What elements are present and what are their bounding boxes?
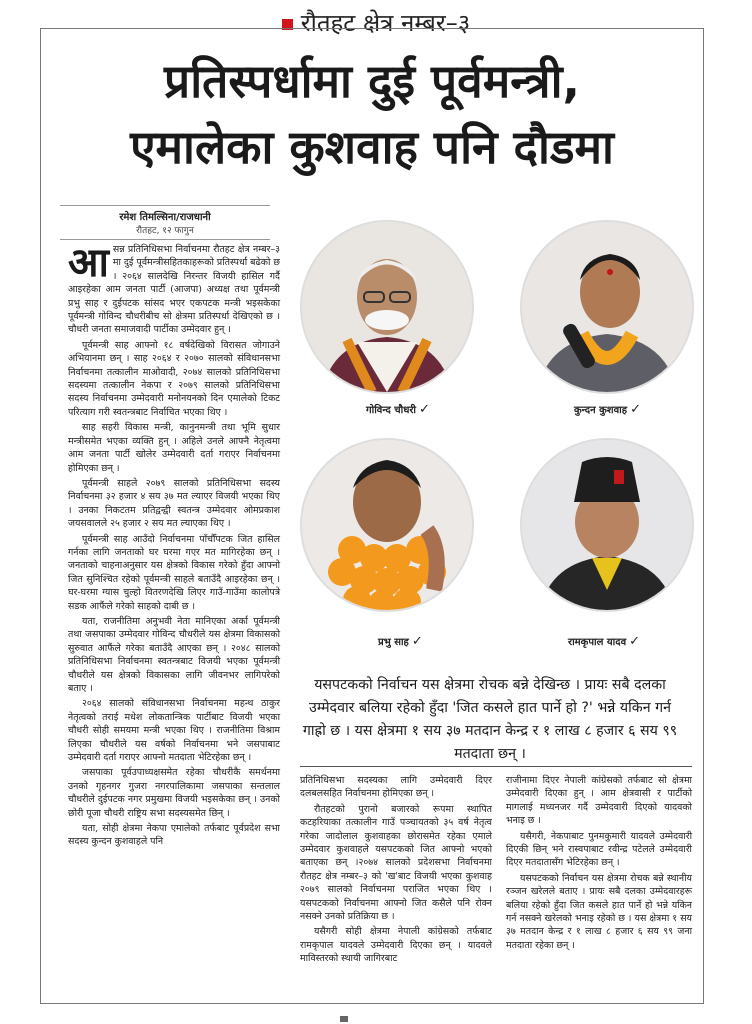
paragraph: प्रतिनिधिसभा सदस्यका लागि उम्मेदवारी दिएर दलबलसहित निर्वाचनमा होमिएका छन् । <box>300 775 492 800</box>
headline-line-2: एमालेका कुशवाह पनि दौडमा <box>130 120 614 174</box>
paragraph: पूर्वमन्त्री साह आउँदो निर्वाचनमा पाँचौँपटक जित हासिल गर्नका लागि जनताको घर घरमा गएर मत मागिरहेका छन् । जनताको चाहनाअनुसार यस क्षेत्रको विकास गरेको हुँदा आफ्नो जित सुनिश्चित रहेको पूर्वमन्त्री साहले बताउँदै आइरहेका छन् । घर-घरमा ग्यास चुल्हो वितरणदेखि लिएर गाउँ-गाउँमा कालोपत्रे सडक आफैंले गरेको साहको दाबी छ । <box>68 533 280 612</box>
caption-prabhu <box>378 634 423 649</box>
paragraph: राजीनामा दिएर नेपाली कांग्रेसको तर्फबाट सो क्षेत्रमा उम्मेदवारी दिएका हुन् । आम क्षेत्रवासी र पार्टीको मागलाई मध्यनजर गर्दै उम्मेदवारी दिएको यादवको भनाइ छ । <box>506 775 692 827</box>
paragraph: पूर्वमन्त्री साहले २०७९ सालको प्रतिनिधिसभा सदस्य निर्वाचनमा ३२ हजार ४ सय ३७ मत ल्याएर विजयी भएका थिए । उनका निकटतम प्रतिद्वन्द्वी स्वतन्त्र उम्मेदवार ओमप्रकाश जयसवालले २५ हजार २ सय मत ल्याएका थिए । <box>68 477 280 530</box>
paragraph: पूर्वमन्त्री साह आफ्नो १८ वर्षदेखिको विरासत जोगाउने अभियानमा छन् । साह २०६४ र २०७० सालको संविधानसभा निर्वाचनमा तत्कालीन माओवादी, २०७४ सालको प्रतिनिधिसभा सदस्यमा तत्कालीन नेकपा र २०७९ सालको प्रतिनिधिसभा सदस्य निर्वाचनमा उम्मेदवारी मनोनयनको दिन एमालेको टिकट परित्याग गरी स्वतन्त्रबाट निर्वाचित भएका थिए । <box>68 339 280 418</box>
check-icon: ✓ <box>411 634 423 649</box>
page-edge-mark <box>340 1016 348 1022</box>
headline-line-1: प्रतिस्पर्धामा दुई पूर्वमन्त्री, <box>164 54 580 108</box>
paragraph: जसपाका पूर्वउपाध्यक्षसमेत रहेका चौधरीकै समर्थनमा उनको गृहनगर गुजरा नगरपालिकामा जसपाका सन्तलाल चौधरीले दुईपटक नगर प्रमुखमा विजयी भइसकेका छन् । उनको छोरी पूजा चौधरी राष्ट्रिय सभा सदस्यसमेत छिन् । <box>68 767 280 819</box>
check-icon: ✓ <box>629 634 641 649</box>
check-icon: ✓ <box>419 402 430 417</box>
paragraph: यसैगरी सोही क्षेत्रमा नेपाली कांग्रेसको तर्फबाट रामकृपाल यादवले उम्मेदवारी दिएका छन् । यादवले माविस्तरको स्थायी जागिरबाट <box>300 926 492 965</box>
caption-kundan <box>574 402 641 417</box>
article-column-3 <box>506 774 692 954</box>
paragraph: यसैगरी, नेकपाबाट पुनमकुमारी यादवले उम्मेदवारी दिएकी छिन् भने रास्वपाबाट रवीन्द्र पटेलले उम्मेदवारी दिएर मतदातासँग भेटिरहेका छन् । <box>506 830 692 869</box>
byline-author: रमेश तिमल्सिना/राजधानी <box>119 212 211 223</box>
lead-text: सन्न प्रतिनिधिसभा निर्वाचनमा रौतहट क्षेत्र नम्बर–३ मा दुई पूर्वमन्त्रीसहितकाहरूको प्रतिस्पर्धा बढेको छ । २०६४ सालदेखि निरन्तर विजयी हासिल गर्दै आइरहेका आम जनता पार्टी (आजपा) अध्यक्ष तथा पूर्वमन्त्री प्रभु साह र दुईपटक सांसद भएर एकपटक मन्त्री भइसकेका पूर्वमन्त्री गोविन्द चौधरीबीच सो क्षेत्रमा प्रतिस्पर्धा देखिएको छ । चौधरी जनता समाजवादी पार्टीका उम्मेदवार हुन् । <box>68 244 280 336</box>
portrait-elderly-man-icon <box>302 222 472 392</box>
caption-text: गोविन्द चौधरी <box>366 405 417 416</box>
paragraph: यता, राजनीतिमा अनुभवी नेता मानिएका अर्का पूर्वमन्त्री तथा जसपाका उम्मेदवार गोविन्द चौधरीले यस क्षेत्रमा विकासको सुरुवात आफैंले गरेका बताउँदै आएका छन् । २०४८ सालको प्रतिनिधिसभा निर्वाचनमा स्वतन्त्रबाट विजयी भएका पूर्वमन्त्री चौधरीले यस क्षेत्रको विकासका लागि जीवनभर लागिपरेको बताए । <box>68 615 280 694</box>
article-column-1 <box>68 240 280 851</box>
byline-date: रौतहट, १२ फागुन <box>136 226 194 236</box>
paragraph: यसपटकको निर्वाचन यस क्षेत्रमा रोचक बन्ने स्थानीय रञ्जन खरेलले बताए । प्रायः सबै दलका उम्मेदवारहरू बलिया रहेको हुँदा जित कसले हात पार्ने हो भन्ने यकिन गर्न नसक्ने खरेलको भनाइ रहेको छ । यस क्षेत्रमा १ सय ३७ मतदान केन्द्र र १ लाख ८ हजार ६ सय ९९ जना मतदाता रहेका छन् । <box>506 872 692 951</box>
caption-text: प्रभु साह <box>378 637 409 648</box>
portrait-man-cap-icon <box>522 440 692 610</box>
portrait-man-microphone-icon <box>522 222 692 392</box>
drop-cap: आ <box>68 240 109 286</box>
caption-text: रामकृपाल यादव <box>568 637 627 648</box>
paragraph: २०६४ सालको संविधानसभा निर्वाचनमा महन्थ ठाकुर नेतृत्वको तराई मधेश लोकतान्त्रिक पार्टीबाट विजयी भएका चौधरी सोही समयमा मन्त्री भएका थिए । राजनीतिमा विश्राम लिएका चौधरीले यस वर्षको निर्वाचनमा भने जसपाबाट उम्मेदवारी दर्ता गराएर आफ्नो मतदाता भेटिरहेका छन् । <box>68 698 280 764</box>
pull-quote-rule <box>300 766 692 767</box>
portrait-man-garland-icon <box>302 440 472 610</box>
byline <box>60 205 270 240</box>
section-label: रौतहट क्षेत्र नम्बर–३ <box>300 9 471 37</box>
pull-quote: यसपटकको निर्वाचन यस क्षेत्रमा रोचक बन्ने देखिन्छ । प्रायः सबै दलका उम्मेदवार बलिया रहेको हुँदा 'जित कसले हात पार्ने हो ?' भन्ने यकिन गर्न गाह्रो छ । यस क्षेत्रमा १ सय ३७ मतदान केन्द्र र १ लाख ८ हजार ६ सय ९९ मतदाता छन् । <box>302 677 678 762</box>
paragraph: रौतहटको पुरानो बजारको रूपमा स्थापित कटहरियाका तत्कालीन गाउँ पञ्चायतको ३५ वर्ष नेतृत्व गरेका जादोलाल कुशवाहका छोरासमेत रहेका एमाले उम्मेदवार कुशवाहले यसपटकको जित आफ्नो भएको बताएका छन् ।२०७४ सालको प्रदेशसभा निर्वाचनमा रौतहट क्षेत्र नम्बर–३ को 'ख'बाट विजयी भएका कुशवाह २०७९ सालको निर्वाचनमा पराजित भएका थिए । यसपटकको निर्वाचनमा आफ्नो जित कसैले पनि रोक्न नसक्ने उनको प्रतिक्रिया छ । <box>300 803 492 923</box>
caption-govinda <box>366 402 430 417</box>
check-icon: ✓ <box>630 402 641 417</box>
paragraph: साह सहरी विकास मन्त्री, कानुनमन्त्री तथा भूमि सुधार मन्त्रीसमेत भएका व्यक्ति हुन् । अहिले उनले आफ्नै नेतृत्वमा आम जनता पार्टी खोलेर उम्मेदवारी दर्ता गराएर निर्वाचनमा होमिएका छन् । <box>68 422 280 474</box>
headline <box>40 48 704 180</box>
lead-paragraph <box>68 240 280 337</box>
article-column-2 <box>300 774 492 968</box>
caption-text: कुन्दन कुशवाह <box>574 405 628 416</box>
paragraph: यता, सोही क्षेत्रमा नेकपा एमालेको तर्फबाट पूर्वप्रदेश सभा सदस्य कुन्दन कुशवाहले पनि <box>68 823 280 848</box>
caption-ramkripal <box>568 634 640 649</box>
